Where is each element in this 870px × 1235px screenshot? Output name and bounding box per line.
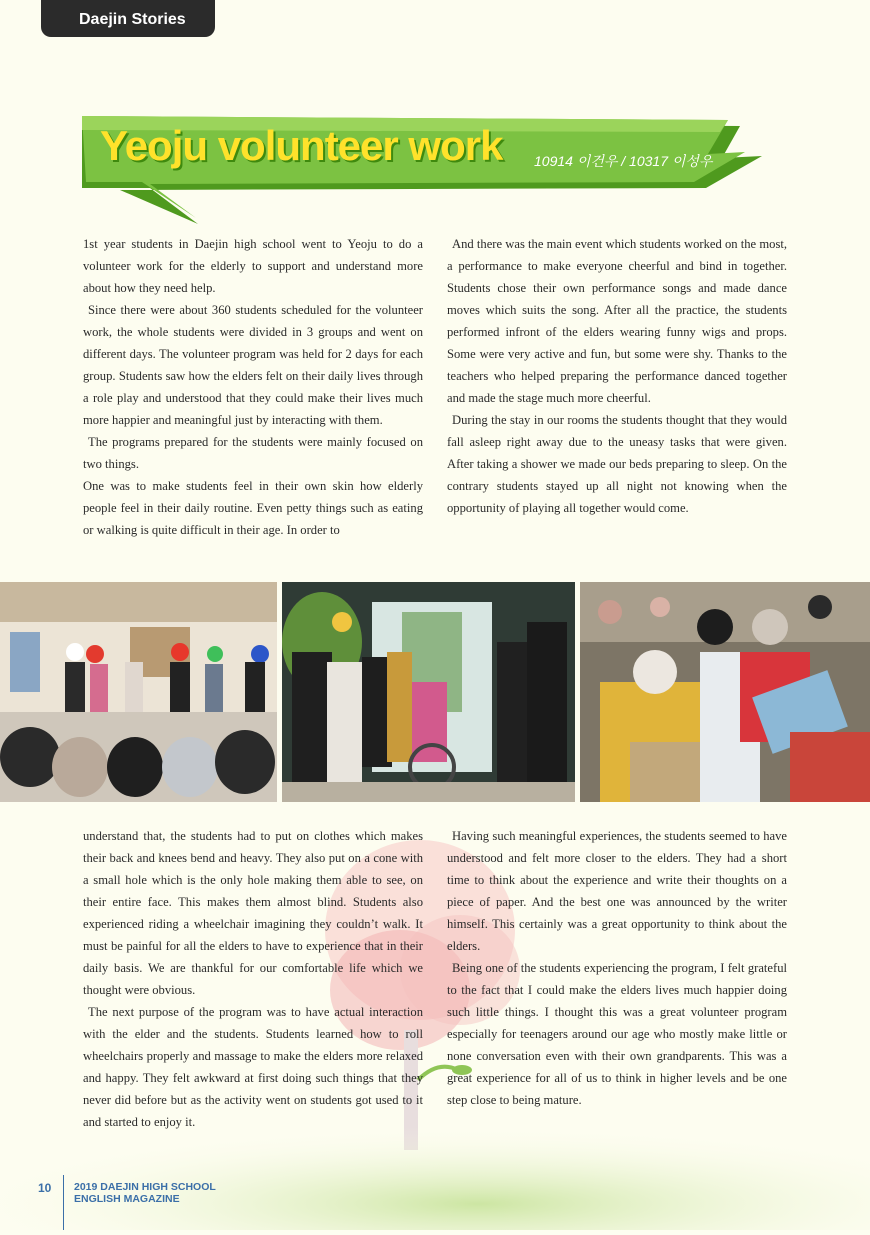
photo-elders [580, 582, 870, 802]
article-authors: 10914 이건우 / 10317 이성우 [534, 153, 713, 169]
paragraph: The next purpose of the program was to have actual interaction with the elder and the students. Students learned how to roll wheelchairs properly and massage to make the elders more relaxed and happy. They felt awkward at first doing such things that they never did before but as the activity went on students got used to it and started to enjoy it. [83, 1005, 423, 1129]
photo-performance [0, 582, 277, 802]
column-bottom-right [447, 825, 787, 1111]
paragraph: Having such meaningful experiences, the students seemed to have understood and felt more closer to the elders. They had a short time to think about the experience and write their thoughts on a piece of paper. And the best one was announced by the writer himself. This certainly was a great opportunity to think about the elders. [447, 829, 787, 953]
paragraph: One was to make students feel in their own skin how elderly people feel in their daily routine. Even petty things such as eating or walking is quite difficult in their age. In order to [83, 479, 423, 537]
paragraph: understand that, the students had to put on clothes which makes their back and knees bend and heavy. They also put on a cone with a small hole which is the only hole making them able to see, on their entire face. This makes them almost blind. Students also experienced riding a wheelchair imagining they couldn’t walk. It must be painful for all the elders to have to experience that in their daily basis. We are thankful for our comfortable life which we thought were obvious. [83, 829, 423, 997]
column-bottom-left [83, 825, 423, 1133]
magazine-line-2: ENGLISH MAGAZINE [74, 1193, 180, 1205]
column-top-left [83, 233, 423, 541]
paragraph: Being one of the students experiencing the program, I felt grateful to the fact that I could make the elders lives much happier doing such little things. I thought this was a great volunteer program especially for teenagers around our age who mostly make little or none conversation even with their own grandparents. This was a great experience for all of us to think in higher levels and be one step close to being mature. [447, 961, 787, 1107]
paragraph: During the stay in our rooms the students thought that they would fall asleep right away due to the uneasy tasks that were given. After taking a shower we made our beds preparing to sleep. On the contrary students stayed up all night not knowing when the opportunity of playing all together would come. [447, 413, 787, 515]
page-number: 10 [38, 1181, 52, 1195]
photo-wheelchair [282, 582, 575, 802]
paragraph: Since there were about 360 students scheduled for the volunteer work, the whole students were divided in 3 groups and went on different days. The volunteer program was held for 2 days for each group. Students saw how the elders felt on their daily lives through a role play and understood that they could make their lives much more happier and meaningful just by interacting with them. [83, 303, 423, 427]
section-tab-label: Daejin Stories [79, 11, 186, 28]
column-top-right [447, 233, 787, 519]
paragraph: The programs prepared for the students were mainly focused on two things. [83, 435, 423, 471]
article-title: Yeoju volunteer work [100, 122, 503, 169]
section-tab [41, 0, 215, 37]
photo-strip [0, 582, 870, 802]
magazine-line-1: 2019 DAEJIN HIGH SCHOOL [74, 1181, 216, 1193]
paragraph: 1st year students in Daejin high school went to Yeoju to do a volunteer work for the elderly to support and understand more about how they need help. [83, 237, 423, 295]
magazine-name [74, 1181, 216, 1205]
paragraph: And there was the main event which students worked on the most, a performance to make everyone cheerful and bind in together. Students chose their own performance songs and made dance moves which suits the song. After all the practice, the students performed infront of the elders wearing funny wigs and props. Some were very active and fun, but some were shy. Thanks to the teachers who helped preparing the performance danced together and made the stage much more cheerful. [447, 237, 787, 405]
footer-divider [63, 1175, 64, 1230]
